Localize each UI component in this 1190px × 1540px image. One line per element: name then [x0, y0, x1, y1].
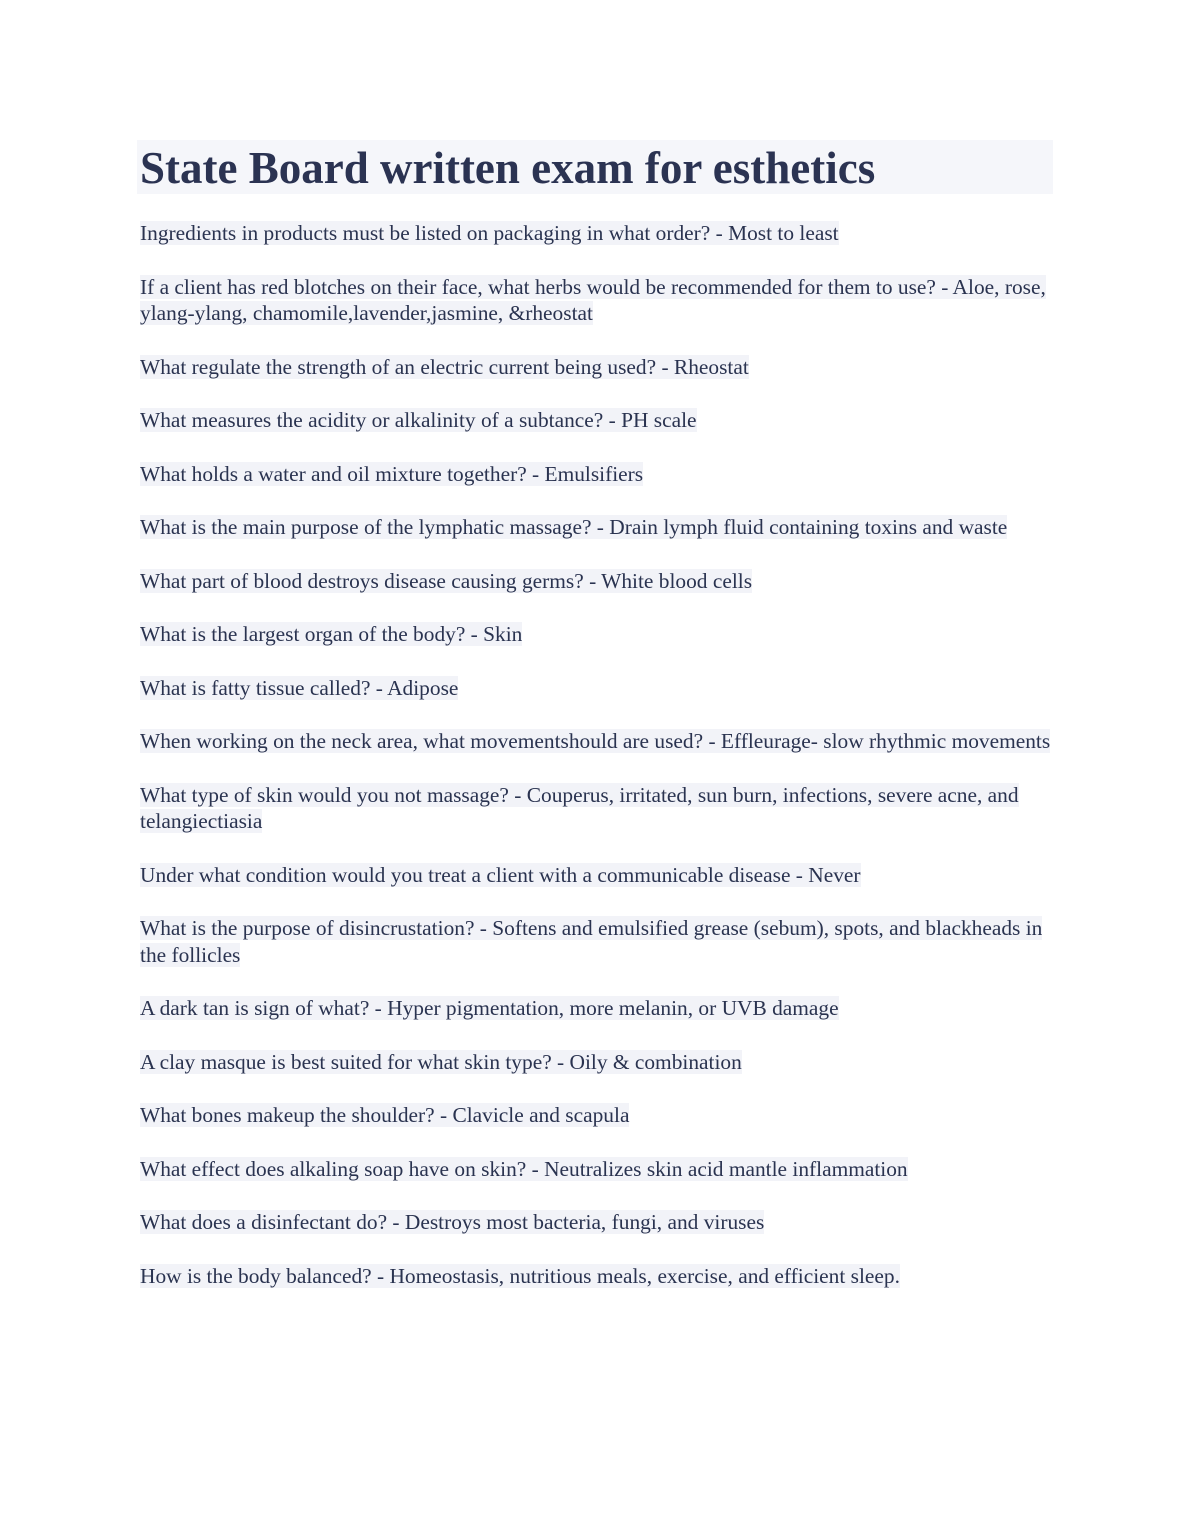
list-item — [137, 1049, 1057, 1076]
question-answer-text: What effect does alkaling soap have on skin? - Neutralizes skin acid mantle inflammation — [140, 1156, 908, 1181]
question-answer-text: What bones makeup the shoulder? - Clavicle and scapula — [140, 1103, 630, 1127]
question-answer-text: A clay masque is best suited for what skin type? - Oily & combination — [140, 1049, 742, 1074]
question-answer-text: What is the largest organ of the body? - Skin — [140, 622, 523, 646]
question-answer-text: A dark tan is sign of what? - Hyper pigmentation, more melanin, or UVB damage — [140, 996, 839, 1020]
question-answer-text: If a client has red blotches on their face, what herbs would be recommended for them to use? - Aloe, rose, ylang-ylang, chamomile,lavender,jasmine, &rheostat — [140, 274, 1046, 325]
question-answer-text: What is the purpose of disincrustation? - Softens and emulsified grease (sebum), spots, and blackheads in the follicles — [140, 916, 1043, 967]
list-item — [137, 862, 1057, 889]
question-answer-text: What type of skin would you not massage? - Couperus, irritated, sun burn, infections, severe acne, and telangiectiasia — [140, 782, 1019, 833]
question-answer-text: What regulate the strength of an electric current being used? - Rheostat — [140, 354, 749, 379]
list-item — [137, 274, 1057, 327]
list-item — [137, 621, 1057, 648]
list-item — [137, 782, 1057, 835]
list-item — [137, 728, 1057, 755]
list-item — [137, 1156, 1057, 1183]
question-answer-text: What part of blood destroys disease causing germs? - White blood cells — [140, 568, 753, 593]
list-item — [137, 407, 1057, 434]
list-item — [137, 354, 1057, 381]
question-answer-list — [137, 220, 1057, 1289]
list-item — [137, 1102, 1057, 1129]
question-answer-text: What is the main purpose of the lymphatic massage? - Drain lymph fluid containing toxins and waste — [140, 515, 1008, 539]
question-answer-text: What is fatty tissue called? - Adipose — [140, 675, 459, 700]
list-item — [137, 220, 1057, 247]
list-item — [137, 514, 1057, 541]
list-item — [137, 675, 1057, 702]
question-answer-text: What holds a water and oil mixture together? - Emulsifiers — [140, 461, 644, 486]
title-block — [137, 140, 1053, 194]
list-item — [137, 915, 1057, 968]
list-item — [137, 1209, 1057, 1236]
question-answer-text: What does a disinfectant do? - Destroys most bacteria, fungi, and viruses — [140, 1210, 765, 1234]
question-answer-text: What measures the acidity or alkalinity of a subtance? - PH scale — [140, 408, 697, 432]
question-answer-text: Under what condition would you treat a client with a communicable disease - Never — [140, 862, 861, 887]
list-item — [137, 461, 1057, 488]
list-item — [137, 568, 1057, 595]
question-answer-text: Ingredients in products must be listed on packaging in what order? - Most to least — [140, 221, 839, 245]
document-page — [137, 140, 1057, 1316]
question-answer-text: How is the body balanced? - Homeostasis, nutritious meals, exercise, and efficient sleep. — [140, 1263, 900, 1288]
list-item — [137, 1263, 1057, 1290]
list-item — [137, 995, 1057, 1022]
question-answer-text: When working on the neck area, what movementshould are used? - Effleurage- slow rhythmic movements — [140, 729, 1051, 753]
page-title: State Board written exam for esthetics — [140, 143, 876, 193]
